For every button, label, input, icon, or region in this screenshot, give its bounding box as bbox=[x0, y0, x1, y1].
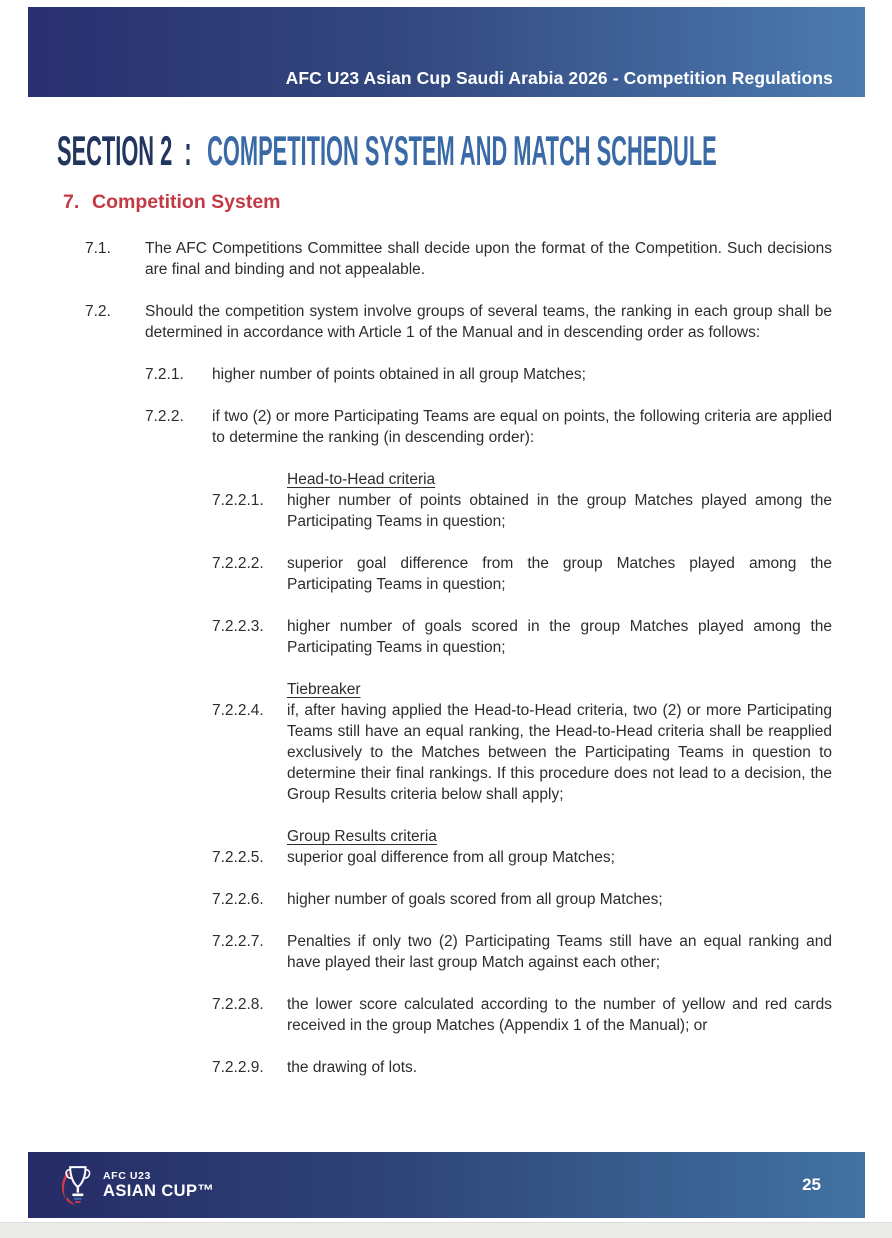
trophy-icon bbox=[58, 1162, 96, 1208]
afc-u23-asian-cup-logo bbox=[58, 1162, 214, 1208]
clause-7-2-2-9 bbox=[0, 1057, 892, 1078]
clause-7-1 bbox=[0, 238, 892, 280]
section-label: SECTION 2 bbox=[57, 127, 173, 174]
clause-7-2-2-5 bbox=[0, 847, 892, 868]
clause-7-2 bbox=[0, 301, 892, 343]
clause-text: higher number of goals scored from all group Matches; bbox=[287, 891, 663, 908]
clause-text: higher number of points obtained in all group Matches; bbox=[212, 366, 586, 383]
clause-number: 7.2.2. bbox=[145, 408, 184, 425]
clause-text: the drawing of lots. bbox=[287, 1059, 418, 1076]
clause-text: if, after having applied the Head-to-Head criteria, two (2) or more Participating Teams still have an equal ranking, the Head-to-Head criteria shall be reapplied exclusively to the Matches between the Participating Teams in question to determine their final rankings. If this procedure does not lead to a decision, the Group Results criteria below shall apply; bbox=[287, 702, 832, 803]
footer-band bbox=[28, 1152, 865, 1218]
clause-7-2-2-7 bbox=[0, 931, 892, 973]
clause-7-2-2 bbox=[0, 406, 892, 448]
logo-line1: AFC U23 bbox=[103, 1169, 151, 1182]
logo-text bbox=[103, 1171, 214, 1200]
logo-line2: ASIAN CUP™ bbox=[103, 1182, 215, 1200]
criteria-heading-tiebreaker: Tiebreaker bbox=[287, 681, 361, 698]
clause-text: if two (2) or more Participating Teams are equal on points, the following criteria are applied to determine the ranking (in descending order): bbox=[212, 408, 832, 446]
clause-number: 7.2.2.3. bbox=[212, 618, 264, 635]
clause-number: 7.2.2.4. bbox=[212, 702, 264, 719]
article-body bbox=[0, 238, 892, 1099]
group-results-group bbox=[0, 826, 892, 868]
clause-7-2-2-6 bbox=[0, 889, 892, 910]
clause-number: 7.2.1. bbox=[145, 366, 184, 383]
clause-text: The AFC Competitions Committee shall decide upon the format of the Competition. Such decisions are final and binding and not appealable. bbox=[145, 240, 832, 278]
document-title: AFC U23 Asian Cup Saudi Arabia 2026 - Competition Regulations bbox=[285, 68, 833, 88]
head-to-head-group bbox=[0, 469, 892, 532]
clause-7-2-2-2 bbox=[0, 553, 892, 595]
article-title: Competition System bbox=[92, 191, 281, 213]
clause-text: superior goal difference from all group Matches; bbox=[287, 849, 615, 866]
clause-text: higher number of points obtained in the group Matches played among the Participating Teams in question; bbox=[287, 492, 832, 530]
tiebreaker-group bbox=[0, 679, 892, 805]
criteria-heading-group-results: Group Results criteria bbox=[287, 828, 437, 845]
clause-number: 7.2.2.9. bbox=[212, 1059, 264, 1076]
clause-number: 7.2. bbox=[85, 303, 111, 320]
clause-7-2-2-3 bbox=[0, 616, 892, 658]
article-heading bbox=[63, 191, 281, 214]
header-band bbox=[28, 7, 865, 97]
criteria-heading-head-to-head: Head-to-Head criteria bbox=[287, 471, 436, 488]
clause-text: Penalties if only two (2) Participating Teams still have an equal ranking and have played their last group Match against each other; bbox=[287, 933, 832, 971]
clause-text: superior goal difference from the group Matches played among the Participating Teams in question; bbox=[287, 555, 832, 593]
clause-text: the lower score calculated according to the number of yellow and red cards received in the group Matches (Appendix 1 of the Manual); or bbox=[287, 996, 832, 1034]
clause-number: 7.1. bbox=[85, 240, 111, 257]
clause-number: 7.2.2.5. bbox=[212, 849, 264, 866]
clause-number: 7.2.2.2. bbox=[212, 555, 264, 572]
page-edge-strip bbox=[0, 1222, 892, 1238]
clause-text: Should the competition system involve groups of several teams, the ranking in each group shall be determined in accordance with Article 1 of the Manual and in descending order as follows: bbox=[145, 303, 832, 341]
section-name: COMPETITION SYSTEM AND MATCH SCHEDULE bbox=[207, 127, 717, 174]
section-separator: : bbox=[178, 127, 198, 174]
clause-number: 7.2.2.7. bbox=[212, 933, 264, 950]
clause-number: 7.2.2.8. bbox=[212, 996, 264, 1013]
page-number: 25 bbox=[802, 1175, 821, 1194]
clause-7-2-2-1 bbox=[0, 490, 892, 532]
clause-text: higher number of goals scored in the group Matches played among the Participating Teams in question; bbox=[287, 618, 832, 656]
clause-7-2-1 bbox=[0, 364, 892, 385]
clause-7-2-2-4 bbox=[0, 700, 892, 805]
clause-number: 7.2.2.1. bbox=[212, 492, 264, 509]
clause-7-2-2-8 bbox=[0, 994, 892, 1036]
article-number: 7. bbox=[63, 191, 80, 213]
clause-number: 7.2.2.6. bbox=[212, 891, 264, 908]
section-title bbox=[57, 127, 717, 174]
